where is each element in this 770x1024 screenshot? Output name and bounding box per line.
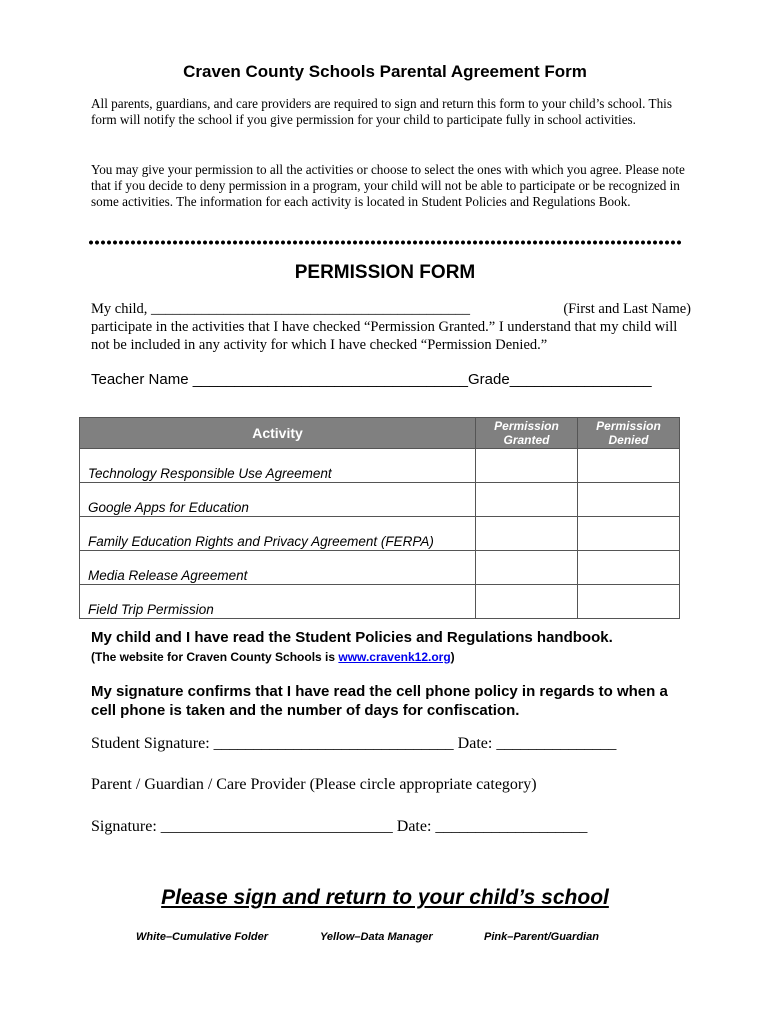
parent-signature-line (91, 818, 587, 836)
teacher-name-blank[interactable]: _________________________________ (192, 371, 469, 388)
copy-pink-label: Pink–Parent/Guardian (484, 931, 599, 943)
parent-date-label: Date: (396, 818, 432, 835)
activity-technology-use: Technology Responsible Use Agreement (80, 449, 476, 483)
website-note: (The website for Craven County Schools is www.cravenk12.org) (91, 650, 455, 664)
activity-column-header: Activity (80, 418, 476, 449)
activity-media-release: Media Release Agreement (80, 551, 476, 585)
my-child-label: My child, (91, 301, 148, 317)
activity-field-trip: Field Trip Permission (80, 585, 476, 619)
denied-checkbox-media-release[interactable] (578, 551, 680, 585)
parent-date-blank[interactable]: ___________________ (435, 818, 588, 835)
student-date-label: Date: (457, 735, 493, 752)
guardian-category-line: Parent / Guardian / Care Provider (Please circle appropriate category) (91, 776, 537, 793)
granted-checkbox-ferpa[interactable] (476, 517, 578, 551)
child-name-hint: (First and Last Name) (563, 301, 691, 317)
permission-statement: participate in the activities that I have checked “Permission Granted.” I understand that my child will not be included in any activity for which I have checked “Permission Denied.” (91, 319, 678, 353)
copy-white-label: White–Cumulative Folder (136, 931, 269, 943)
permission-denied-header: Permission Denied (578, 418, 680, 449)
form-title: Craven County Schools Parental Agreement Form (183, 62, 587, 81)
copy-yellow-label: Yellow–Data Manager (320, 931, 433, 943)
signature-label: Signature: (91, 818, 157, 835)
table-row (80, 551, 680, 585)
student-signature-blank[interactable]: ______________________________ (213, 735, 454, 752)
intro-paragraph-2: You may give your permission to all the activities or choose to select the ones with which you agree. Please note that if you decide to deny permission in a program, your child will not be able to participate or be recognized in some activities. The information for each activity is located in Student Policies and Regulations Book. (91, 162, 685, 210)
granted-checkbox-field-trip[interactable] (476, 585, 578, 619)
denied-checkbox-field-trip[interactable] (578, 585, 680, 619)
activity-ferpa: Family Education Rights and Privacy Agreement (FERPA) (80, 517, 476, 551)
my-child-statement (91, 300, 691, 354)
parent-signature-blank[interactable]: _____________________________ (160, 818, 393, 835)
table-row (80, 585, 680, 619)
student-signature-line (91, 735, 616, 753)
denied-checkbox-google-apps[interactable] (578, 483, 680, 517)
table-row (80, 483, 680, 517)
dotted-divider (88, 240, 682, 245)
activity-permission-table (79, 417, 680, 619)
grade-label: Grade (468, 371, 510, 388)
table-header-row (80, 418, 680, 449)
website-link[interactable]: www.cravenk12.org (338, 650, 451, 664)
teacher-grade-line (91, 371, 652, 388)
permission-form-heading: PERMISSION FORM (294, 262, 476, 283)
grade-blank[interactable]: _________________ (509, 371, 652, 388)
cell-phone-confirmation: My signature confirms that I have read the cell phone policy in regards to when a cell phone is taken and the number of days for confiscation. (91, 683, 668, 719)
permission-granted-header: Permission Granted (476, 418, 578, 449)
granted-checkbox-google-apps[interactable] (476, 483, 578, 517)
intro-paragraph-1: All parents, guardians, and care providers are required to sign and return this form to your child’s school. This form will notify the school if you give permission for your child to participate fully in school activities. (91, 96, 672, 128)
teacher-name-label: Teacher Name (91, 371, 189, 388)
activity-google-apps: Google Apps for Education (80, 483, 476, 517)
table-row (80, 517, 680, 551)
student-date-blank[interactable]: _______________ (496, 735, 617, 752)
granted-checkbox-technology-use[interactable] (476, 449, 578, 483)
child-name-blank[interactable]: ____________________________________________ (151, 301, 471, 317)
denied-checkbox-technology-use[interactable] (578, 449, 680, 483)
handbook-read-statement: My child and I have read the Student Policies and Regulations handbook. (91, 629, 613, 646)
granted-checkbox-media-release[interactable] (476, 551, 578, 585)
table-row (80, 449, 680, 483)
return-instruction: Please sign and return to your child’s school (161, 886, 609, 909)
student-signature-label: Student Signature: (91, 735, 210, 752)
denied-checkbox-ferpa[interactable] (578, 517, 680, 551)
